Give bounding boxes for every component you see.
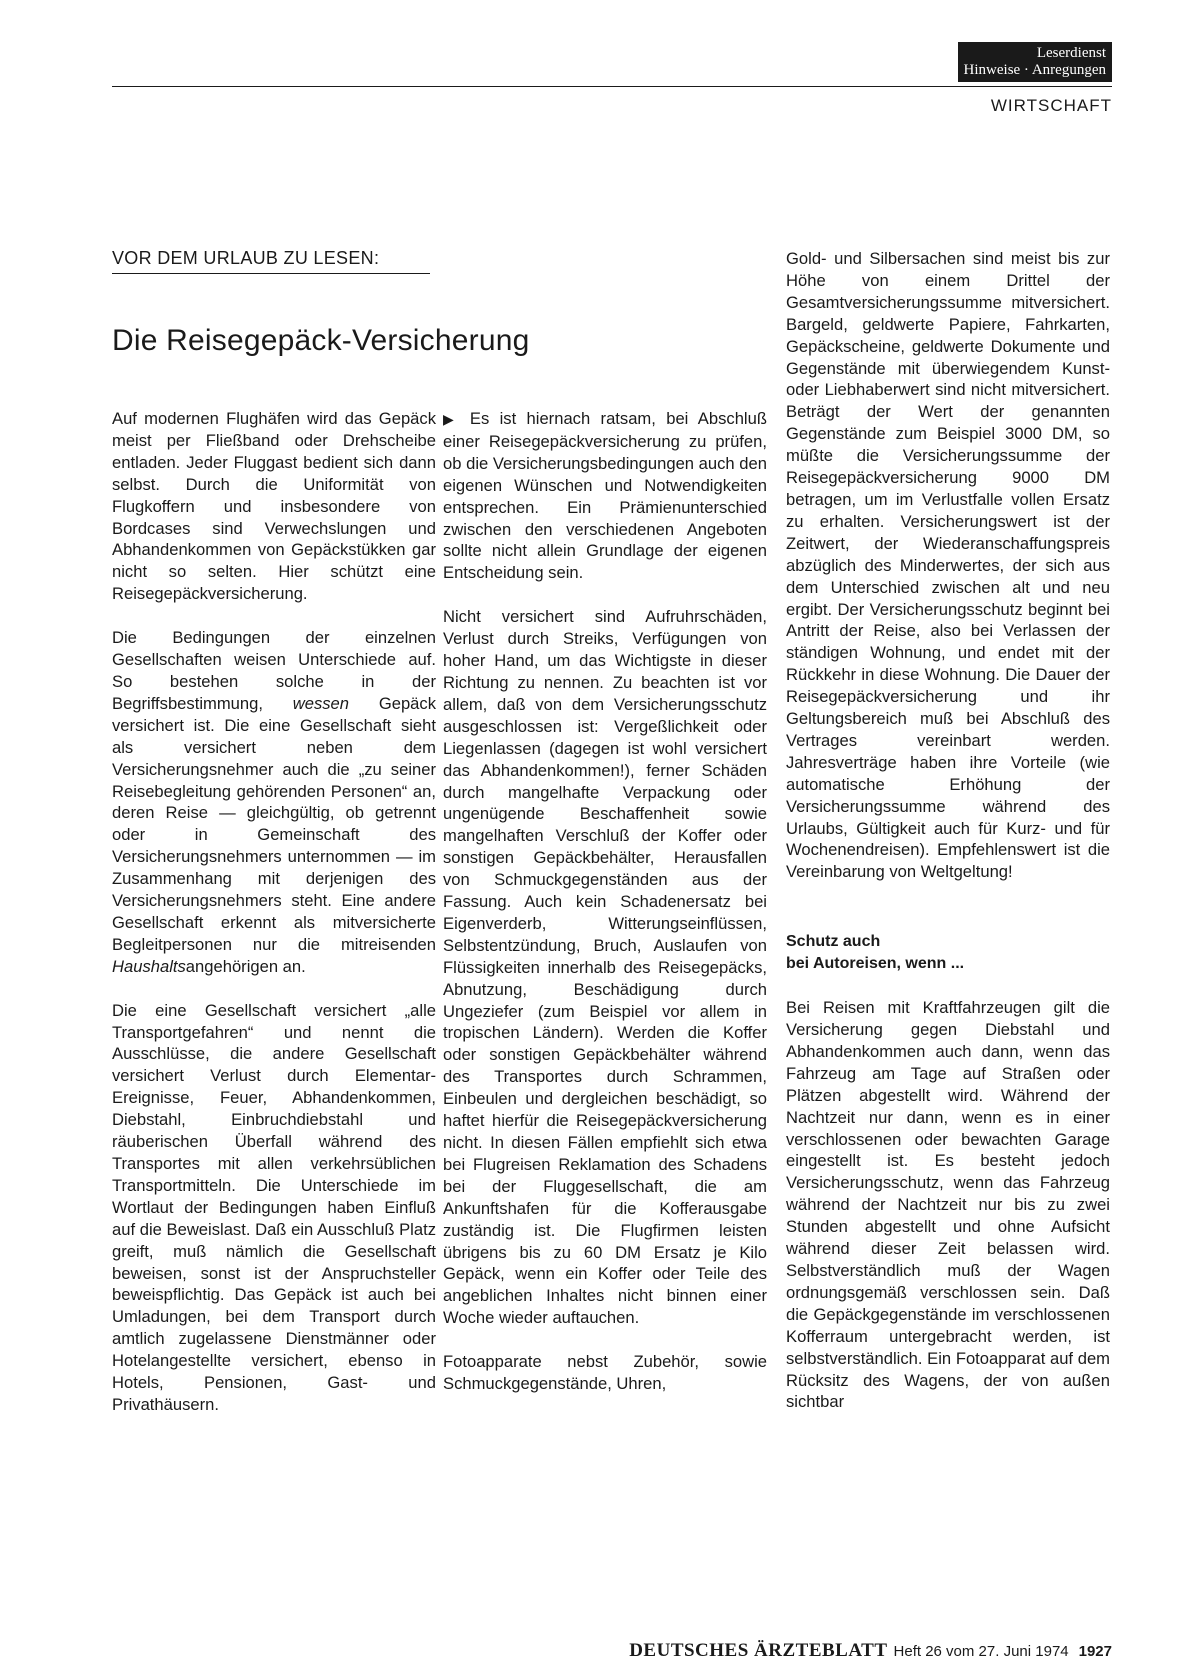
article-column-1 bbox=[112, 408, 436, 1416]
col2-paragraph-1 bbox=[443, 408, 767, 584]
col1-p2-text-c: angehörigen an. bbox=[185, 956, 306, 976]
article-headline: Die Reisegepäck-Versicherung bbox=[112, 324, 530, 357]
badge-line-leserdienst: Leserdienst bbox=[1036, 45, 1106, 61]
col1-paragraph-1: Auf modernen Flughäfen wird das Gepäck meist per Fließband oder Drehscheibe entladen. Jeder Fluggast bedient sich dann selbst. Durch die Uniformität von Flugkoffern und insbesondere von Bordcases sind Verwechslungen und Abhandenkommen von Gepäckstükken gar nicht so selten. Hier schützt eine Reisegepäckversicherung. bbox=[112, 409, 436, 604]
col1-p2-text-b: Gepäck versichert ist. Die eine Gesellschaft sieht als versichert neben dem Versicherungsnehmer auch die „zu seiner Reisebegleitung gehörenden Personen“ an, deren Reise — gleichgültig, ob getrennt oder in Gemeinschaft des Versicherungsnehmers unternommen — im Zusammenhang mit derjenigen des Versicherungsnehmers steht. Eine andere Gesellschaft erkennt als mitversicherte Begleitpersonen nur die mitreisenden bbox=[112, 693, 436, 954]
col3-subheading bbox=[786, 931, 1110, 975]
page-footer bbox=[629, 1640, 1112, 1662]
col2-p1-text: Es ist hiernach ratsam, bei Abschluß einer Reisegepäckversicherung zu prüfen, ob die Versicherungsbedingungen auch den eigenen Wünschen und Notwendigkeiten entsprechen. Ein Prämienunterschied zwischen den verschiedenen Angeboten sollte nicht allein Grundlage der eigenen Entscheidung sein. bbox=[443, 409, 767, 583]
badge-line-hinweise: Hinweise · Anregungen bbox=[963, 62, 1106, 78]
arrow-marker-icon: ▶ bbox=[443, 411, 460, 427]
col1-p2-emphasis-haushalts: Haushalts bbox=[112, 956, 186, 976]
masthead-rule bbox=[112, 86, 1112, 87]
col3-paragraph-1: Gold- und Silbersachen sind meist bis zur Höhe von einem Drittel der Gesamtversicherungssumme mitversichert. Bargeld, geldwerte Papiere, Fahrkarten, Gepäckscheine, geldwerte Dokumente und Gegenstände mit überwiegendem Kunst- oder Liebhaberwert sind nicht mitversichert. Beträgt der Wert der genannten Gegenstände zum Beispiel 3000 DM, so müßte die Versicherungssumme der Reisegepäckversicherung 9000 DM betragen, um im Verlustfalle vollen Ersatz zu erhalten. Versicherungswert ist der Zeitwert, der Wiederanschaffungspreis abzüglich des Minderwertes, der sich aus dem Unterschied zwischen alt und neu ergibt. Der Versicherungsschutz beginnt bei Antritt der Reise, also bei Verlassen der ständigen Wohnung, und endet mit der Rückkehr in diese Wohnung. Die Dauer der Reisegepäckversicherung und ihr Geltungsbereich muß bei Abschluß des Vertrages vereinbart werden. Jahresverträge haben ihre Vorteile (wie automatische Erhöhung der Versicherungssumme während des Urlaubs, Gültigkeit auch für Kurz- und für Wochenendreisen). Empfehlenswert ist die Vereinbarung von Weltgeltung! bbox=[786, 249, 1110, 882]
article-kicker: VOR DEM URLAUB ZU LESEN: bbox=[112, 248, 430, 274]
masthead-badge bbox=[958, 42, 1112, 82]
col1-paragraph-2 bbox=[112, 627, 436, 978]
col1-p2-text-a: Die Bedingungen der einzelnen Gesellschaften weisen Unterschiede auf. So bestehen solche in der Begriffsbestimmung, bbox=[112, 628, 436, 713]
subheading-line-2: bei Autoreisen, wenn ... bbox=[786, 955, 965, 973]
publication-name: DEUTSCHES ÄRZTEBLATT bbox=[629, 1640, 888, 1661]
col1-p2-emphasis-wessen: wessen bbox=[292, 693, 350, 713]
page-number: 1927 bbox=[1078, 1643, 1112, 1660]
section-label: WIRTSCHAFT bbox=[990, 96, 1112, 115]
issue-info: Heft 26 vom 27. Juni 1974 bbox=[893, 1643, 1069, 1660]
article-column-2 bbox=[443, 408, 767, 1395]
col3-paragraph-2: Bei Reisen mit Kraftfahrzeugen gilt die Versicherung gegen Diebstahl und Abhandenkommen auch dann, wenn das Fahrzeug am Tage auf Straßen oder Plätzen abgestellt wird. Während der Nachtzeit nur dann, wenn es in einer verschlossenen oder bewachten Garage eingestellt ist. Es besteht jedoch Versicherungsschutz, wenn das Fahrzeug während der Nachtzeit nur bis zu zwei Stunden abgestellt und ohne Aufsicht während dieser Zeit belassen wird. Selbstverständlich muß der Wagen ordnungsgemäß verschlossen sein. Daß die Gepäckgegenstände im verschlossenen Kofferraum untergebracht werden, ist selbstverständlich. Ein Fotoapparat auf dem Rücksitz des Wagens, der von außen sichtbar bbox=[786, 998, 1110, 1412]
subheading-line-1: Schutz auch bbox=[786, 933, 881, 951]
col2-paragraph-2: Nicht versichert sind Aufruhrschäden, Verlust durch Streiks, Verfügungen von hoher Hand, um das Wichtigste in dieser Richtung zu nennen. Zu beachten ist vor allem, daß von dem Versicherungsschutz ausgeschlossen ist: Vergeßlichkeit oder Liegenlassen (dagegen ist wohl versichert das Abhandenkommen!), ferner Schäden durch mangelhafte Verpackung oder ungenügende Beschaffenheit sowie mangelhaften Verschluß der Koffer oder sonstigen Gepäckbehälter, Herausfallen von Schmuckgegenständen aus der Fassung. Auch kein Schadenersatz bei Eigenverderb, Witterungseinflüssen, Selbstentzündung, Bruch, Auslaufen von Flüssigkeiten innerhalb des Reisegepäcks, Abnutzung, Beschädigung durch Ungeziefer (zum Beispiel vor allem in tropischen Ländern). Werden die Koffer oder sonstigen Gepäckbehälter während des Transportes durch Schrammen, Einbeulen und dergleichen beschädigt, so haftet hierfür die Reisegepäckversicherung nicht. In diesen Fällen empfiehlt sich etwa bei Flugreisen Reklamation des Schadens bei der Fluggesellschaft, die am Ankunftshafen für die Kofferausgabe zuständig ist. Die Flugfirmen leisten übrigens bis zu 60 DM Ersatz je Kilo Gepäck, wenn ein Koffer oder Teile des angeblichen Inhaltes nicht binnen einer Woche wieder auftauchen. bbox=[443, 607, 767, 1328]
col2-paragraph-3: Fotoapparate nebst Zubehör, sowie Schmuckgegenstände, Uhren, bbox=[443, 1352, 767, 1394]
col1-paragraph-3: Die eine Gesellschaft versichert „alle Transportgefahren“ und nennt die Ausschlüsse, die andere Gesellschaft versichert Verlust durch Elementar-Ereignisse, Feuer, Abhandenkommen, Diebstahl, Einbruchdiebstahl und räuberischen Überfall während des Transportes mit allen verkehrsüblichen Transportmitteln. Die Unterschiede im Wortlaut der Bedingungen haben Einfluß auf die Beweislast. Daß ein Ausschluß Platz greift, muß nämlich die Gesellschaft beweisen, sonst ist der Anspruchsteller beweispflichtig. Das Gepäck ist auch bei Umladungen, bei dem Transport durch amtlich zugelassene Dienstmänner oder Hotelangestellte versichert, ebenso in Hotels, Pensionen, Gast- und Privathäusern. bbox=[112, 1000, 436, 1414]
article-column-3 bbox=[786, 248, 1110, 1413]
